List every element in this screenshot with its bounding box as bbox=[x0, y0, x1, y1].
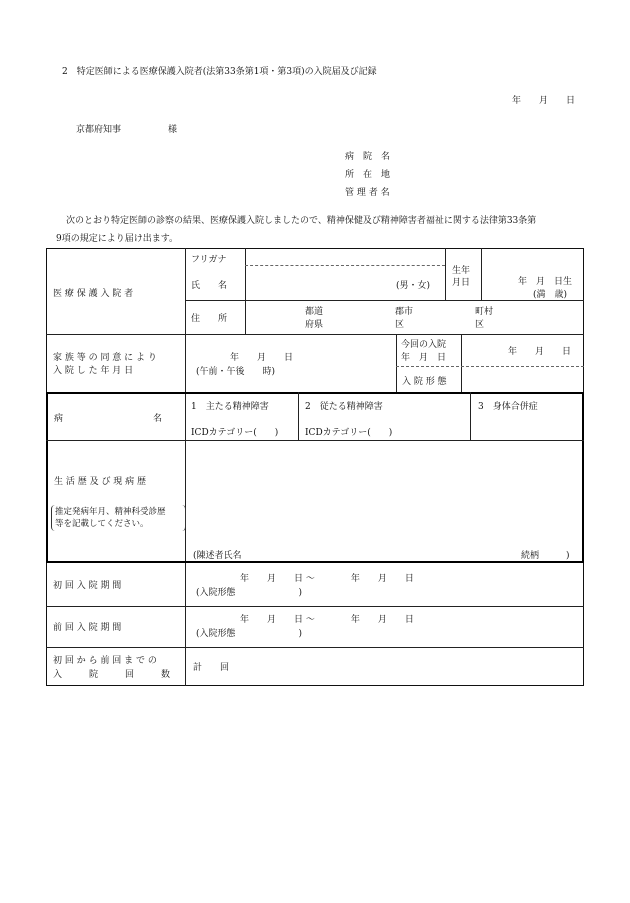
town-line1: 町村 bbox=[475, 307, 494, 317]
birth-label-line2: 月日 bbox=[452, 278, 471, 288]
patient-label: 医 療 保 護 入 院 者 bbox=[53, 289, 134, 299]
current-admission-label-line2: 年 月 日 bbox=[401, 353, 447, 363]
consent-label-line2: 入 院 し た 年 月 日 bbox=[53, 366, 134, 376]
birth-date-field[interactable]: 年 月 日生 bbox=[518, 277, 573, 287]
history-label: 生 活 歴 及 び 現 病 歴 bbox=[54, 477, 147, 487]
address-label: 住 所 bbox=[191, 314, 228, 324]
admission-count-label-line2: 入 院 回 数 bbox=[53, 670, 171, 680]
admission-type-label: 入 院 形 態 bbox=[402, 377, 447, 387]
admission-count-label-line1: 初 回 か ら 前 回 ま で の bbox=[53, 656, 157, 666]
main-disorder-icd[interactable]: ICDカテゴリー( ) bbox=[191, 428, 279, 438]
city-line1: 郡市 bbox=[395, 307, 414, 317]
consent-date-field[interactable]: 年 月 日 bbox=[230, 353, 294, 363]
narrator-name-label: (陳述者氏名 bbox=[193, 551, 242, 561]
section-title: 2 特定医師による医療保護入院者(法第33条第1項・第3項)の入院届及び記録 bbox=[62, 67, 377, 77]
previous-admission-type[interactable]: (入院形態 ) bbox=[196, 629, 303, 639]
name-field[interactable] bbox=[246, 267, 386, 299]
city-line2: 区 bbox=[395, 320, 405, 330]
hospital-address-label: 所 在 地 bbox=[345, 170, 391, 180]
intro-text-line1: 次のとおり特定医師の診察の結果、医療保護入院しましたので、精神保健及び精神障害者福祉に関する法律第33条第 bbox=[66, 216, 537, 226]
history-note-line1: 推定発病年月、精神科受診歴 bbox=[55, 507, 166, 517]
history-note-line2: 等を記載してください。 bbox=[55, 519, 149, 529]
consent-time-field[interactable]: (午前・午後 時) bbox=[196, 367, 276, 377]
admission-count-field[interactable]: 計 回 bbox=[193, 663, 230, 673]
town-line2: 区 bbox=[475, 320, 485, 330]
prefecture-line2: 府県 bbox=[305, 320, 324, 330]
current-admission-label-line1: 今回の入院 bbox=[401, 340, 447, 350]
disease-label: 病 名 bbox=[54, 414, 163, 424]
first-admission-dates[interactable]: 年 月 日 ～ 年 月 日 bbox=[240, 574, 414, 584]
first-admission-type[interactable]: (入院形態 ) bbox=[196, 588, 303, 598]
administrator-label: 管 理 者 名 bbox=[345, 188, 390, 198]
current-admission-date-field[interactable]: 年 月 日 bbox=[508, 347, 572, 357]
narrator-relation-label: 続柄 ) bbox=[521, 551, 570, 561]
history-field[interactable] bbox=[188, 443, 580, 543]
history-note bbox=[51, 505, 186, 531]
furigana-label: フリガナ bbox=[191, 255, 227, 265]
admission-type-field[interactable] bbox=[463, 368, 582, 390]
age-field[interactable]: (満 歳) bbox=[533, 290, 568, 300]
birth-label-line1: 生年 bbox=[452, 266, 471, 276]
sex-selector[interactable]: (男・女) bbox=[396, 281, 431, 291]
consent-label-line1: 家 族 等 の 同 意 に よ り bbox=[53, 353, 157, 363]
hospital-name-label: 病 院 名 bbox=[345, 152, 391, 162]
first-admission-label: 初 回 入 院 期 間 bbox=[53, 581, 122, 591]
intro-text-line2: 9項の規定により届け出ます。 bbox=[56, 234, 179, 244]
furigana-field[interactable] bbox=[246, 249, 444, 264]
honorific: 様 bbox=[168, 125, 178, 135]
prefecture-line1: 都道 bbox=[305, 307, 324, 317]
submission-date: 年 月 日 bbox=[512, 96, 576, 106]
addressee: 京都府知事 bbox=[76, 125, 122, 135]
name-label: 氏 名 bbox=[191, 281, 228, 291]
previous-admission-dates[interactable]: 年 月 日 ～ 年 月 日 bbox=[240, 615, 414, 625]
previous-admission-label: 前 回 入 院 期 間 bbox=[53, 623, 122, 633]
main-disorder-label: 1 主たる精神障害 bbox=[191, 402, 269, 412]
sub-disorder-icd[interactable]: ICDカテゴリー( ) bbox=[305, 428, 393, 438]
physical-complication-label: 3 身体合併症 bbox=[478, 402, 538, 412]
sub-disorder-label: 2 従たる精神障害 bbox=[305, 402, 383, 412]
